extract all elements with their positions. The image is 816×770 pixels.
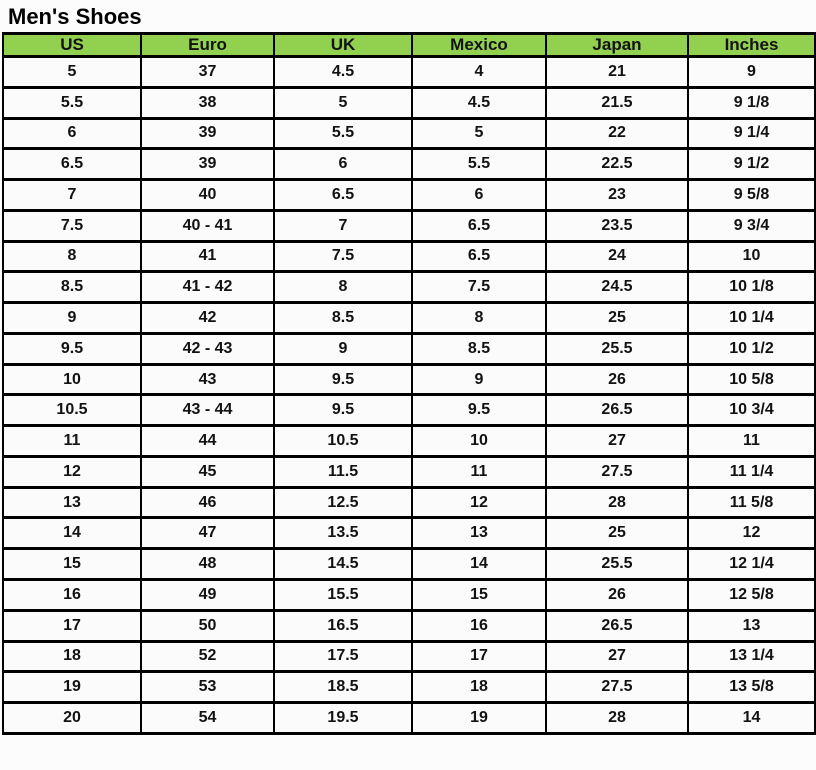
table-cell: 9: [3, 303, 141, 334]
table-cell: 11: [688, 426, 815, 457]
table-cell: 9.5: [274, 364, 412, 395]
table-cell: 42: [141, 303, 274, 334]
table-cell: 9 1/2: [688, 149, 815, 180]
table-cell: 10.5: [274, 426, 412, 457]
table-row: [3, 118, 815, 149]
table-cell: 14: [688, 703, 815, 734]
table-row: [3, 241, 815, 272]
table-cell: 28: [546, 703, 688, 734]
table-cell: 13 1/4: [688, 641, 815, 672]
table-cell: 11 5/8: [688, 487, 815, 518]
table-cell: 12: [688, 518, 815, 549]
table-cell: 6: [412, 180, 546, 211]
table-cell: 41 - 42: [141, 272, 274, 303]
table-cell: 7: [3, 180, 141, 211]
table-cell: 9: [688, 57, 815, 88]
column-header-japan: Japan: [546, 34, 688, 57]
table-cell: 46: [141, 487, 274, 518]
table-row: [3, 303, 815, 334]
table-header: [3, 34, 815, 57]
table-cell: 10: [412, 426, 546, 457]
table-cell: 27.5: [546, 456, 688, 487]
table-row: [3, 426, 815, 457]
table-row: [3, 549, 815, 580]
table-row: [3, 395, 815, 426]
table-cell: 43 - 44: [141, 395, 274, 426]
table-cell: 10: [3, 364, 141, 395]
table-cell: 14.5: [274, 549, 412, 580]
column-header-mexico: Mexico: [412, 34, 546, 57]
table-cell: 17: [3, 610, 141, 641]
table-cell: 9.5: [412, 395, 546, 426]
table-cell: 7.5: [274, 241, 412, 272]
table-cell: 17: [412, 641, 546, 672]
table-row: [3, 672, 815, 703]
table-cell: 4.5: [274, 57, 412, 88]
table-cell: 10 5/8: [688, 364, 815, 395]
table-cell: 25: [546, 303, 688, 334]
table-cell: 44: [141, 426, 274, 457]
table-cell: 28: [546, 487, 688, 518]
table-cell: 26.5: [546, 395, 688, 426]
table-cell: 5.5: [3, 87, 141, 118]
table-cell: 19: [412, 703, 546, 734]
table-cell: 26: [546, 364, 688, 395]
table-cell: 25.5: [546, 333, 688, 364]
table-cell: 40 - 41: [141, 210, 274, 241]
table-cell: 13: [412, 518, 546, 549]
table-cell: 17.5: [274, 641, 412, 672]
table-cell: 39: [141, 149, 274, 180]
table-cell: 42 - 43: [141, 333, 274, 364]
table-cell: 22: [546, 118, 688, 149]
table-cell: 6: [274, 149, 412, 180]
table-cell: 6: [3, 118, 141, 149]
table-cell: 18: [3, 641, 141, 672]
table-cell: 18: [412, 672, 546, 703]
table-cell: 6.5: [274, 180, 412, 211]
table-cell: 13: [688, 610, 815, 641]
header-row: [3, 34, 815, 57]
table-row: [3, 210, 815, 241]
table-cell: 12 1/4: [688, 549, 815, 580]
table-cell: 5: [3, 57, 141, 88]
table-cell: 10: [688, 241, 815, 272]
table-cell: 5.5: [274, 118, 412, 149]
table-cell: 27: [546, 426, 688, 457]
table-cell: 9 1/8: [688, 87, 815, 118]
table-cell: 11: [412, 456, 546, 487]
table-cell: 7: [274, 210, 412, 241]
table-row: [3, 149, 815, 180]
table-cell: 11 1/4: [688, 456, 815, 487]
table-cell: 9: [274, 333, 412, 364]
table-cell: 8: [412, 303, 546, 334]
table-cell: 6.5: [3, 149, 141, 180]
table-cell: 15: [3, 549, 141, 580]
table-body: [3, 57, 815, 734]
column-header-euro: Euro: [141, 34, 274, 57]
table-cell: 19.5: [274, 703, 412, 734]
table-cell: 24.5: [546, 272, 688, 303]
table-cell: 10 1/8: [688, 272, 815, 303]
table-cell: 11: [3, 426, 141, 457]
table-cell: 5: [412, 118, 546, 149]
table-cell: 7.5: [3, 210, 141, 241]
table-cell: 21.5: [546, 87, 688, 118]
table-row: [3, 641, 815, 672]
table-cell: 22.5: [546, 149, 688, 180]
table-cell: 9 1/4: [688, 118, 815, 149]
table-cell: 26.5: [546, 610, 688, 641]
page-title: Men's Shoes: [8, 4, 142, 29]
table-cell: 27.5: [546, 672, 688, 703]
table-cell: 20: [3, 703, 141, 734]
table-cell: 4: [412, 57, 546, 88]
table-cell: 47: [141, 518, 274, 549]
table-cell: 43: [141, 364, 274, 395]
table-row: [3, 518, 815, 549]
table-cell: 14: [412, 549, 546, 580]
table-cell: 10.5: [3, 395, 141, 426]
table-cell: 11.5: [274, 456, 412, 487]
table-cell: 19: [3, 672, 141, 703]
table-row: [3, 580, 815, 611]
table-cell: 39: [141, 118, 274, 149]
table-cell: 13: [3, 487, 141, 518]
table-cell: 45: [141, 456, 274, 487]
table-row: [3, 703, 815, 734]
table-cell: 21: [546, 57, 688, 88]
table-row: [3, 456, 815, 487]
table-cell: 9: [412, 364, 546, 395]
table-cell: 50: [141, 610, 274, 641]
table-cell: 52: [141, 641, 274, 672]
table-cell: 12: [3, 456, 141, 487]
table-cell: 16.5: [274, 610, 412, 641]
table-cell: 7.5: [412, 272, 546, 303]
table-row: [3, 87, 815, 118]
table-cell: 48: [141, 549, 274, 580]
table-cell: 16: [3, 580, 141, 611]
table-cell: 26: [546, 580, 688, 611]
table-cell: 5.5: [412, 149, 546, 180]
table-row: [3, 180, 815, 211]
table-cell: 6.5: [412, 210, 546, 241]
table-cell: 15.5: [274, 580, 412, 611]
table-cell: 15: [412, 580, 546, 611]
table-cell: 10 1/4: [688, 303, 815, 334]
table-cell: 8: [274, 272, 412, 303]
table-cell: 5: [274, 87, 412, 118]
size-chart-table: [2, 32, 816, 735]
table-cell: 8.5: [412, 333, 546, 364]
table-cell: 40: [141, 180, 274, 211]
column-header-inches: Inches: [688, 34, 815, 57]
table-row: [3, 57, 815, 88]
table-row: [3, 333, 815, 364]
table-cell: 25.5: [546, 549, 688, 580]
table-cell: 38: [141, 87, 274, 118]
table-cell: 9.5: [3, 333, 141, 364]
table-cell: 13 5/8: [688, 672, 815, 703]
table-row: [3, 364, 815, 395]
table-cell: 6.5: [412, 241, 546, 272]
table-cell: 8.5: [274, 303, 412, 334]
table-cell: 9 3/4: [688, 210, 815, 241]
table-cell: 27: [546, 641, 688, 672]
table-cell: 8.5: [3, 272, 141, 303]
table-cell: 23: [546, 180, 688, 211]
table-cell: 23.5: [546, 210, 688, 241]
table-row: [3, 487, 815, 518]
table-cell: 18.5: [274, 672, 412, 703]
table-cell: 9.5: [274, 395, 412, 426]
table-cell: 8: [3, 241, 141, 272]
table-cell: 49: [141, 580, 274, 611]
column-header-uk: UK: [274, 34, 412, 57]
table-cell: 10 1/2: [688, 333, 815, 364]
table-cell: 4.5: [412, 87, 546, 118]
table-cell: 53: [141, 672, 274, 703]
table-cell: 54: [141, 703, 274, 734]
table-cell: 9 5/8: [688, 180, 815, 211]
table-cell: 25: [546, 518, 688, 549]
table-cell: 24: [546, 241, 688, 272]
table-cell: 12 5/8: [688, 580, 815, 611]
table-cell: 10 3/4: [688, 395, 815, 426]
table-cell: 12: [412, 487, 546, 518]
table-cell: 12.5: [274, 487, 412, 518]
table-cell: 14: [3, 518, 141, 549]
table-cell: 16: [412, 610, 546, 641]
table-row: [3, 610, 815, 641]
table-cell: 41: [141, 241, 274, 272]
table-cell: 37: [141, 57, 274, 88]
table-cell: 13.5: [274, 518, 412, 549]
table-row: [3, 272, 815, 303]
column-header-us: US: [3, 34, 141, 57]
